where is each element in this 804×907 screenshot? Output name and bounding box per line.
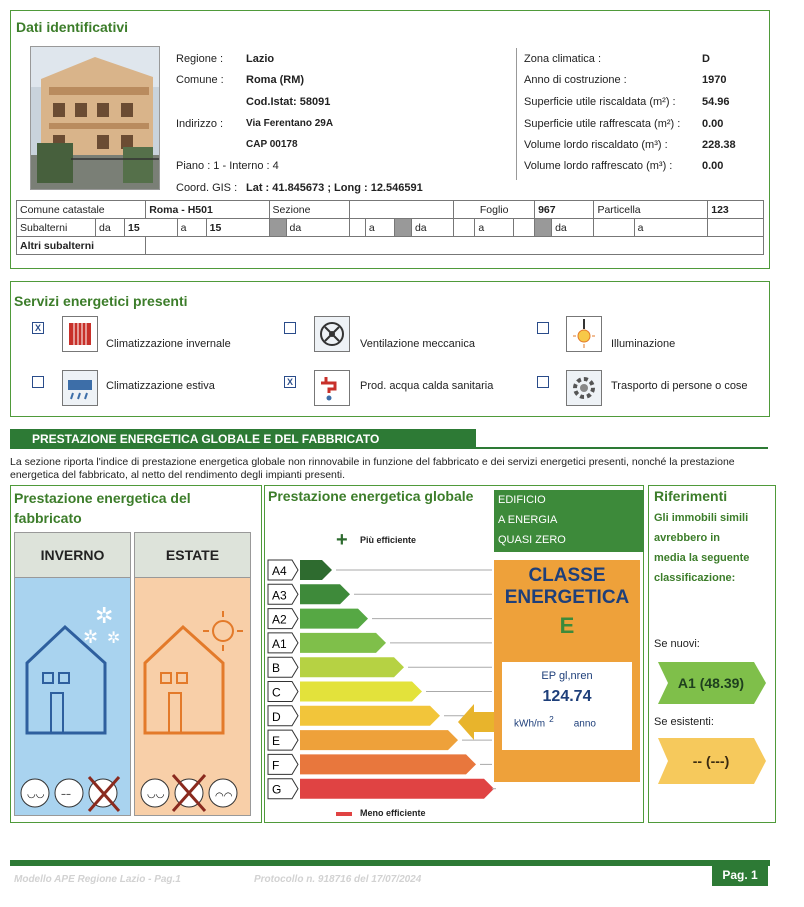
performance-description: La sezione riporta l'indice di prestazione energetica globale non rinnovabile in funzione del fabbricato e dei servizi energetici presenti, nonché la prestazione energetica del fabbricato, al netto del rendimento degli impianti presenti.	[10, 456, 735, 481]
sub-da-label-3: da	[411, 219, 453, 237]
class-arrow-d	[300, 706, 440, 726]
piu-efficiente-label: Più efficiente	[360, 535, 417, 545]
cadastre-table	[16, 200, 764, 255]
bulb-icon	[566, 316, 602, 352]
classe-title-2: ENERGETICA	[504, 587, 630, 608]
sup-raff-label: Superficie utile raffrescata (m²) :	[524, 118, 681, 130]
class-row-c	[268, 682, 492, 702]
riferimenti-title: Riferimenti	[654, 488, 728, 504]
footer-line	[10, 860, 770, 866]
svg-text:––: ––	[61, 789, 71, 800]
regione-label: Regione :	[176, 53, 224, 65]
checkbox-climatizzazione-invernale[interactable]: X	[32, 322, 44, 334]
classe-title-1: CLASSE	[528, 565, 606, 586]
class-arrow-e	[300, 730, 458, 750]
riferimenti-text: Gli immobili simili avrebbero in media la seguente classificazione:	[654, 512, 750, 584]
class-arrow-a1	[300, 633, 386, 653]
service-label-acqua-calda: Prod. acqua calda sanitaria	[360, 380, 494, 392]
classe-letter: E	[559, 613, 575, 638]
class-arrow-b	[300, 657, 404, 677]
radiator-icon	[62, 316, 98, 352]
vol-risc-value: 228.38	[702, 139, 736, 151]
sup-raff-value: 0.00	[702, 118, 724, 130]
inverno-house-icon	[15, 593, 130, 753]
gear-icon	[566, 370, 602, 406]
inverno-smiley-icons	[15, 773, 130, 813]
sub-da-label-2: da	[286, 219, 349, 237]
sub-to-value: 15	[206, 219, 269, 237]
checkbox-acqua-calda[interactable]: X	[284, 376, 296, 388]
class-row-a1	[268, 633, 492, 653]
svg-text:✲: ✲	[83, 627, 99, 648]
se-esistenti-label: Se esistenti:	[654, 716, 714, 728]
nzeb-line-2: A ENERGIA	[498, 514, 558, 526]
esistenti-value: -- (---)	[692, 753, 730, 769]
class-label-a4: A4	[272, 564, 287, 578]
sup-risc-value: 54.96	[702, 96, 730, 108]
service-label-climatizzazione-estiva: Climatizzazione estiva	[106, 380, 215, 392]
estate-smiley-icons	[135, 773, 250, 813]
nzeb-line-3: QUASI ZERO	[498, 534, 566, 546]
sub-gap-1	[269, 219, 286, 237]
sub-from-value: 15	[125, 219, 178, 237]
ep-unit-row	[502, 714, 632, 729]
class-arrow-g	[300, 779, 494, 799]
vol-risc-label: Volume lordo riscaldato (m³) :	[524, 139, 668, 151]
subalterni-label: Subalterni	[17, 219, 96, 237]
ep-label: EP gl,nren	[541, 670, 593, 682]
sub-a-label-4: a	[634, 219, 708, 237]
svg-text:✲: ✲	[107, 628, 121, 647]
ac-icon	[62, 370, 98, 406]
svg-text:◡◡: ◡◡	[27, 789, 45, 800]
class-row-a4	[268, 560, 492, 580]
comune-label: Comune :	[176, 74, 224, 86]
class-arrow-a2	[300, 609, 368, 629]
service-label-ventilazione-meccanica: Ventilazione meccanica	[360, 338, 475, 350]
service-label-trasporto: Trasporto di persone o cose	[611, 380, 748, 392]
checkbox-climatizzazione-estiva[interactable]	[32, 376, 44, 388]
coord-value: Lat : 41.845673 ; Long : 12.546591	[246, 182, 423, 194]
sub-a-label: a	[177, 219, 206, 237]
regione-value: Lazio	[246, 53, 275, 65]
esistenti-badge	[656, 736, 766, 786]
tap-icon	[314, 370, 350, 406]
indirizzo-value: Via Ferentano 29A	[246, 118, 334, 129]
sup-risc-label: Superficie utile riscaldata (m²) :	[524, 96, 676, 108]
sezione-label: Sezione	[269, 201, 349, 219]
zona-value: D	[702, 53, 710, 65]
nzeb-line-1: EDIFICIO	[498, 494, 546, 506]
class-label-a1: A1	[272, 636, 287, 651]
nuovi-badge	[656, 660, 766, 706]
class-label-g: G	[272, 782, 282, 797]
footer-model: Modello APE Regione Lazio - Pag.1	[14, 874, 181, 885]
class-arrow-c	[300, 682, 422, 702]
sub-a-label-3: a	[475, 219, 514, 237]
class-arrow-a3	[300, 584, 350, 604]
class-label-a3: A3	[272, 588, 287, 603]
ep-box	[502, 662, 632, 750]
indirizzo-label: Indirizzo :	[176, 118, 224, 130]
class-arrow-a4	[300, 560, 332, 580]
coord-label: Coord. GIS :	[176, 182, 238, 194]
estate-label: ESTATE	[135, 533, 250, 578]
cadastre-row-1	[17, 201, 764, 219]
svg-text:✲: ✲	[95, 604, 114, 629]
estate-house-icon	[135, 593, 250, 753]
inverno-label: INVERNO	[15, 533, 130, 578]
checkbox-ventilazione-meccanica[interactable]	[284, 322, 296, 334]
class-row-a2	[268, 609, 492, 629]
meno-efficiente-dash	[336, 812, 352, 816]
ep-unit: kWh/m	[514, 718, 546, 730]
services-title: Servizi energetici presenti	[14, 293, 188, 309]
service-label-climatizzazione-invernale: Climatizzazione invernale	[106, 338, 231, 350]
sub-da-label: da	[96, 219, 125, 237]
comune-value: Roma (RM)	[246, 74, 305, 86]
sub-gap-2	[394, 219, 411, 237]
sub-da-label-4: da	[552, 219, 594, 237]
ep-unit-sup: 2	[549, 714, 554, 724]
ep-unit-year: anno	[573, 718, 596, 730]
checkbox-illuminazione[interactable]	[537, 322, 549, 334]
ident-divider	[516, 48, 517, 180]
class-label-c: C	[272, 685, 281, 700]
meno-efficiente-label: Meno efficiente	[360, 808, 426, 818]
altri-value	[146, 237, 764, 255]
nuovi-value: A1 (48.39)	[677, 675, 745, 691]
estate-card	[134, 532, 251, 816]
performance-banner: PRESTAZIONE ENERGETICA GLOBALE E DEL FABBRICATO	[10, 429, 476, 449]
classe-box	[494, 560, 640, 782]
sub-empty-4	[594, 219, 634, 237]
ident-title: Dati identificativi	[16, 19, 129, 35]
zona-label: Zona climatica :	[524, 53, 602, 65]
sezione-value	[349, 201, 453, 219]
comune-cat-label: Comune catastale	[17, 201, 146, 219]
energy-class-arrows	[266, 556, 496, 802]
class-row-a3	[268, 584, 492, 604]
sub-a-label-2: a	[365, 219, 394, 237]
sub-gap-3	[535, 219, 552, 237]
cadastre-row-3	[17, 237, 764, 255]
se-nuovi-label: Se nuovi:	[654, 638, 700, 650]
class-label-f: F	[272, 758, 280, 773]
plus-icon: +	[336, 529, 348, 551]
anno-label: Anno di costruzione :	[524, 74, 627, 86]
checkbox-trasporto[interactable]	[537, 376, 549, 388]
class-label-d: D	[272, 709, 281, 724]
inverno-card	[14, 532, 131, 816]
vol-raff-value: 0.00	[702, 160, 724, 172]
fan-icon	[314, 316, 350, 352]
footer-page: Pag. 1	[712, 864, 768, 886]
foglio-label: Foglio	[454, 201, 535, 219]
class-row-g	[268, 779, 496, 799]
foglio-value: 967	[535, 201, 594, 219]
globale-title: Prestazione energetica globale	[268, 488, 474, 504]
cadastre-row-2	[17, 219, 764, 237]
class-row-b	[268, 657, 492, 677]
class-label-a2: A2	[272, 612, 287, 627]
fabbricato-title: Prestazione energetica del fabbricato	[14, 490, 191, 526]
class-arrow-f	[300, 754, 476, 774]
sub-empty-3	[513, 219, 534, 237]
cap-value: CAP 00178	[246, 139, 298, 150]
particella-value: 123	[708, 201, 764, 219]
altri-label: Altri subalterni	[17, 237, 146, 255]
vol-raff-label: Volume lordo raffrescato (m³) :	[524, 160, 673, 172]
service-label-illuminazione: Illuminazione	[611, 338, 676, 350]
svg-text:◠◠: ◠◠	[215, 791, 233, 802]
svg-text:◡◡: ◡◡	[147, 789, 165, 800]
cod-istat: Cod.Istat: 58091	[246, 96, 331, 108]
footer-protocol: Protocollo n. 918716 del 17/07/2024	[254, 874, 422, 885]
particella-label: Particella	[594, 201, 708, 219]
class-pointer-arrow	[458, 702, 494, 742]
nzeb-box	[494, 490, 644, 552]
anno-value: 1970	[702, 74, 727, 86]
comune-cat-value: Roma - H501	[146, 201, 269, 219]
class-label-b: B	[272, 661, 281, 676]
building-photo	[30, 46, 160, 190]
class-row-f	[268, 754, 492, 774]
ep-value: 124.74	[542, 688, 592, 705]
sub-empty-5	[708, 219, 764, 237]
class-label-e: E	[272, 734, 281, 749]
sub-empty-1	[349, 219, 365, 237]
sub-empty-2	[454, 219, 475, 237]
piano-value: Piano : 1 - Interno : 4	[176, 160, 279, 172]
